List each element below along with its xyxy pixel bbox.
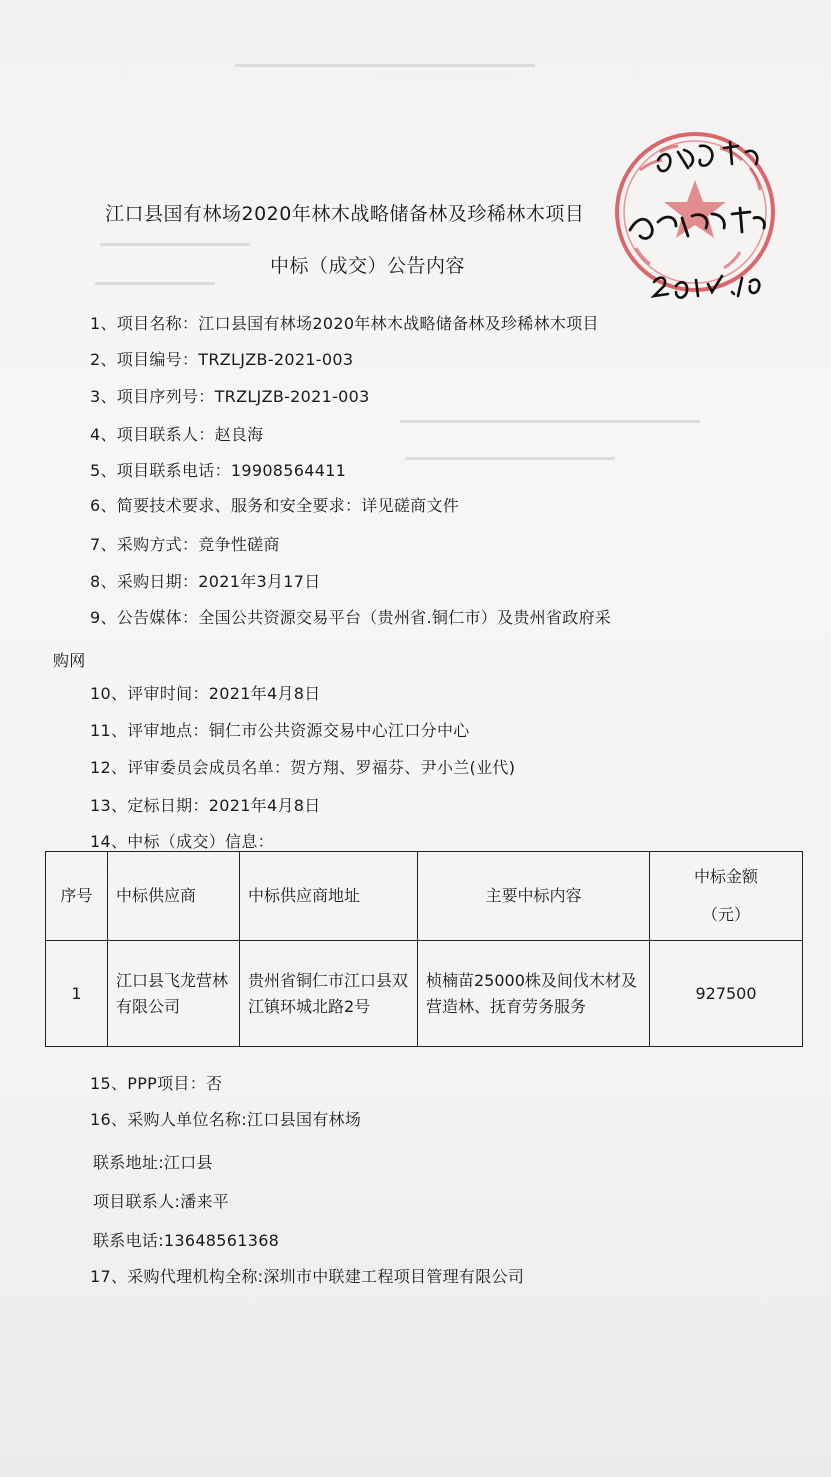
header-supplier: 中标供应商 <box>108 852 240 941</box>
header-supplier-address: 中标供应商地址 <box>240 852 418 941</box>
item-announcement-media-continued: 购网 <box>53 651 86 670</box>
item-requirements: 6、简要技术要求、服务和安全要求：详见磋商文件 <box>90 496 460 515</box>
cell-amount: 927500 <box>650 941 803 1047</box>
purchaser-address: 联系地址:江口县 <box>93 1153 213 1172</box>
item-project-contact: 4、项目联系人：赵良海 <box>90 425 264 444</box>
item-announcement-media: 9、公告媒体：全国公共资源交易平台（贵州省.铜仁市）及贵州省政府采 <box>90 608 612 627</box>
item-contact-phone: 5、项目联系电话：19908564411 <box>90 461 347 480</box>
show-through-mark <box>235 64 535 67</box>
header-amount-label: 中标金额 <box>693 867 758 886</box>
header-index: 序号 <box>46 852 108 941</box>
item-project-serial: 3、项目序列号：TRZLJZB-2021-003 <box>90 387 370 406</box>
item-purchase-date: 8、采购日期：2021年3月17日 <box>90 572 321 591</box>
item-purchase-method: 7、采购方式：竞争性磋商 <box>90 535 280 554</box>
show-through-mark <box>100 243 250 246</box>
item-review-committee: 12、评审委员会成员名单：贺方翔、罗福芬、尹小兰(业代) <box>90 758 516 777</box>
official-seal-stamp <box>600 122 800 322</box>
show-through-mark <box>95 282 215 285</box>
item-purchaser-name: 16、采购人单位名称:江口县国有林场 <box>90 1110 362 1129</box>
cell-supplier-address: 贵州省铜仁市江口县双江镇环城北路2号 <box>240 941 418 1047</box>
award-table <box>45 851 803 1047</box>
header-main-content: 主要中标内容 <box>418 852 650 941</box>
item-ppp: 15、PPP项目：否 <box>90 1074 223 1093</box>
show-through-mark <box>405 457 615 460</box>
star-icon <box>664 180 726 238</box>
item-review-time: 10、评审时间：2021年4月8日 <box>90 684 321 703</box>
cell-supplier: 江口县飞龙营林有限公司 <box>108 941 240 1047</box>
show-through-mark <box>400 420 700 423</box>
item-project-name: 1、项目名称：江口县国有林场2020年林木战略储备林及珍稀林木项目 <box>90 314 599 333</box>
purchaser-contact: 项目联系人:潘来平 <box>93 1192 230 1211</box>
item-project-number: 2、项目编号：TRZLJZB-2021-003 <box>90 350 354 369</box>
item-award-info-heading: 14、中标（成交）信息： <box>90 832 274 851</box>
table-header-row <box>46 852 803 941</box>
table-row <box>46 941 803 1047</box>
header-amount-unit: （元） <box>701 905 750 924</box>
cell-index: 1 <box>46 941 108 1047</box>
item-agency-name: 17、采购代理机构全称:深圳市中联建工程项目管理有限公司 <box>90 1267 525 1286</box>
item-award-date: 13、定标日期：2021年4月8日 <box>90 796 321 815</box>
header-amount <box>650 852 803 941</box>
document-title: 江口县国有林场2020年林木战略储备林及珍稀林木项目 <box>105 203 585 225</box>
cell-main-content: 桢楠苗25000株及间伐木材及营造林、抚育劳务服务 <box>418 941 650 1047</box>
purchaser-phone: 联系电话:13648561368 <box>93 1231 280 1250</box>
item-review-location: 11、评审地点：铜仁市公共资源交易中心江口分中心 <box>90 721 470 740</box>
document-subtitle: 中标（成交）公告内容 <box>270 255 466 277</box>
